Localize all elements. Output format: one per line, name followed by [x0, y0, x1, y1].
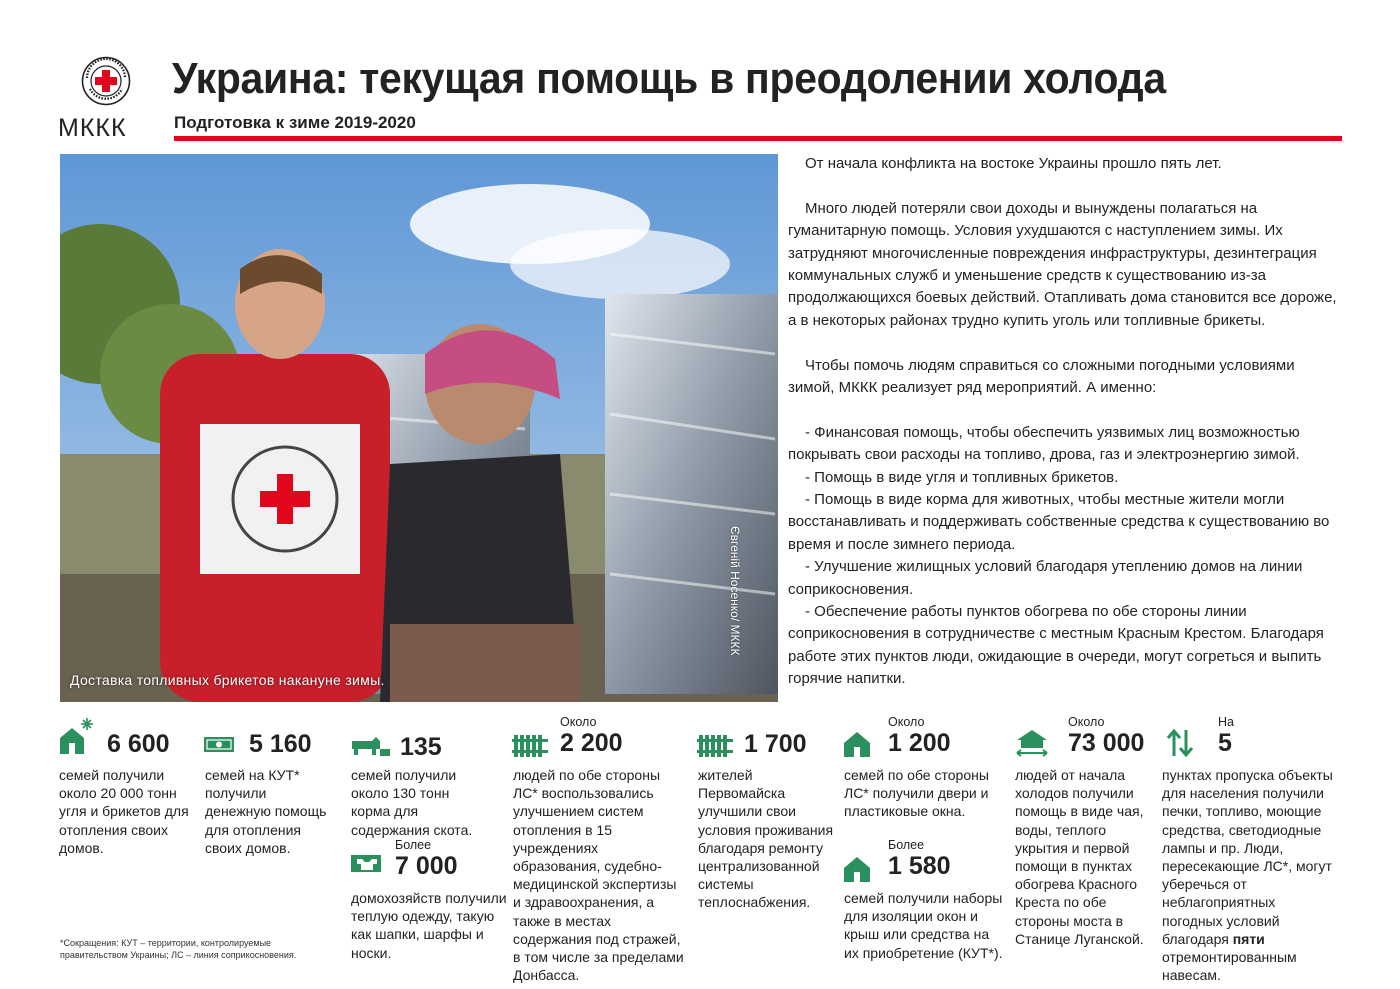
shelter-icon [1015, 728, 1051, 758]
stat-number: 5 [1218, 729, 1232, 757]
hero-photo [60, 154, 778, 702]
icrc-logo [58, 56, 150, 146]
stat-number: 6 600 [107, 730, 170, 758]
clothes-icon [351, 855, 383, 873]
article-bullet: - Помощь в виде корма для животных, чтобы местные жители могли восстанавливать и поддерживать собственные средства к существованию во время и после зимнего периода. [788, 491, 1330, 553]
stat-number: 1 580 [888, 852, 951, 880]
stat-prefix: На [1218, 715, 1234, 729]
stat-description: семей на КУТ* получили денежную помощь для отопления своих домов. [205, 767, 327, 856]
article-bullet: - Улучшение жилищных условий благодаря утеплению домов на линии соприкосновения. [788, 558, 1303, 598]
stat-number: 135 [400, 733, 442, 761]
logo-text: МККК [58, 114, 127, 142]
red-cross-emblem-icon [81, 56, 131, 106]
page-subtitle: Подготовка к зиме 2019-2020 [174, 113, 416, 132]
radiator-icon [512, 733, 550, 757]
stat-number: 5 160 [249, 730, 312, 758]
stat-description [1162, 766, 1338, 984]
stat-prefix: Около [1068, 715, 1105, 729]
stat-description: жителей Первомайска улучшили свои условия проживания благодаря ремонту централизованной системы теплоснабжения. [698, 767, 834, 911]
stat-description: людей от начала холодов получили помощь в виде чая, воды, теплого укрытия и первой помощи в пунктах обогрева Красного Креста по обе стороны моста в Станице Луганской. [1015, 767, 1144, 947]
stat-number: 73 000 [1068, 729, 1145, 757]
stat-prefix: Более [395, 838, 432, 852]
article-bullet: - Обеспечение работы пунктов обогрева по обе стороны линии соприкосновения в сотрудничестве с местным Красным Крестом. Благодаря работе этих пунктов люди, ожидающие в очереди, могут согреться и выпить горячие напитки. [788, 603, 1324, 688]
cash-icon [204, 735, 236, 753]
stat-number: 1 200 [888, 729, 951, 757]
page-title: Украина: текущая помощь в преодолении холода [172, 54, 1166, 103]
radiator-icon [697, 733, 735, 757]
house-icon [843, 730, 873, 758]
stat-description: семей получили наборы для изоляции окон и крыш или средства на их приобретение (КУТ*). [844, 890, 1003, 961]
stat-description: людей по обе стороны ЛС* воспользовались улучшением систем отопления в 15 учреждениях образования, судебно-медицинской экспертизы и здравоохранения, а также в местах содержания под стражей, в том числе за пределами Донбасса. [513, 767, 684, 984]
house-snow-icon [58, 716, 94, 756]
stat-description-part: отремонтированным навесам. [1162, 949, 1297, 984]
stat-description: домохозяйств получили теплую одежду, такую как шапки, шарфы и носки. [351, 890, 507, 961]
article-paragraph: Чтобы помочь людям справиться со сложными погодными условиями зимой, МККК реализует ряд мероприятий. А именно: [788, 356, 1295, 397]
article-paragraph: Много людей потеряли свои доходы и вынуждены полагаться на гуманитарную помощь. Условия ухудшаются с наступлением зимы. Их затрудняют многочисленные повреждения инфраструктуры, дезинтеграция коммунальных служб и уменьшение средств к существованию из-за продолжающихся боевых действий. Отапливать дома становится все дороже, а в некоторых районах трудно купить уголь или топливные брикеты. [788, 199, 1337, 329]
title-divider [174, 136, 1342, 141]
article-bullet: - Финансовая помощь, чтобы обеспечить уязвимых лиц возможностью покрывать свои расходы на топливо, дрова, газ и электроэнергию зимой. [788, 423, 1300, 464]
stat-number: 7 000 [395, 852, 458, 880]
crossing-arrows-icon [1165, 728, 1195, 758]
article-paragraph: От начала конфликта на востоке Украины прошло пять лет. [805, 155, 1222, 172]
house-icon [843, 855, 873, 883]
article-text [788, 153, 1344, 691]
article-bullet: - Помощь в виде угля и топливных брикетов. [805, 468, 1119, 486]
stat-number: 2 200 [560, 729, 623, 757]
stat-prefix: Около [560, 715, 597, 729]
stat-description: семей получили около 20 000 тонн угля и брикетов для отопления своих домов. [59, 767, 189, 856]
stat-description-bold: пяти [1232, 930, 1265, 947]
stat-description: семей по обе стороны ЛС* получили двери и пластиковые окна. [844, 767, 989, 820]
photo-credit: Євгеній Носенко/ МККК [728, 526, 742, 656]
stat-description-part: пунктах пропуска объекты для населения получили печки, топливо, моющие средства, светодиодные лампы и пр. Люди, пересекающие ЛС*, могут уберечься от неблагоприятных погодных условий благодаря [1162, 767, 1333, 947]
stat-description: семей получили около 130 тонн корма для содержания скота. [351, 767, 473, 838]
stat-prefix: Около [888, 715, 925, 729]
photo-caption: Доставка топливных брикетов накануне зимы. [70, 672, 385, 688]
livestock-icon [350, 735, 390, 757]
stat-prefix: Более [888, 838, 925, 852]
footnote: *Сокращения: КУТ – территории, контролируемые правительством Украины; ЛС – линия соприкосновения. [60, 938, 297, 960]
stat-number: 1 700 [744, 730, 807, 758]
